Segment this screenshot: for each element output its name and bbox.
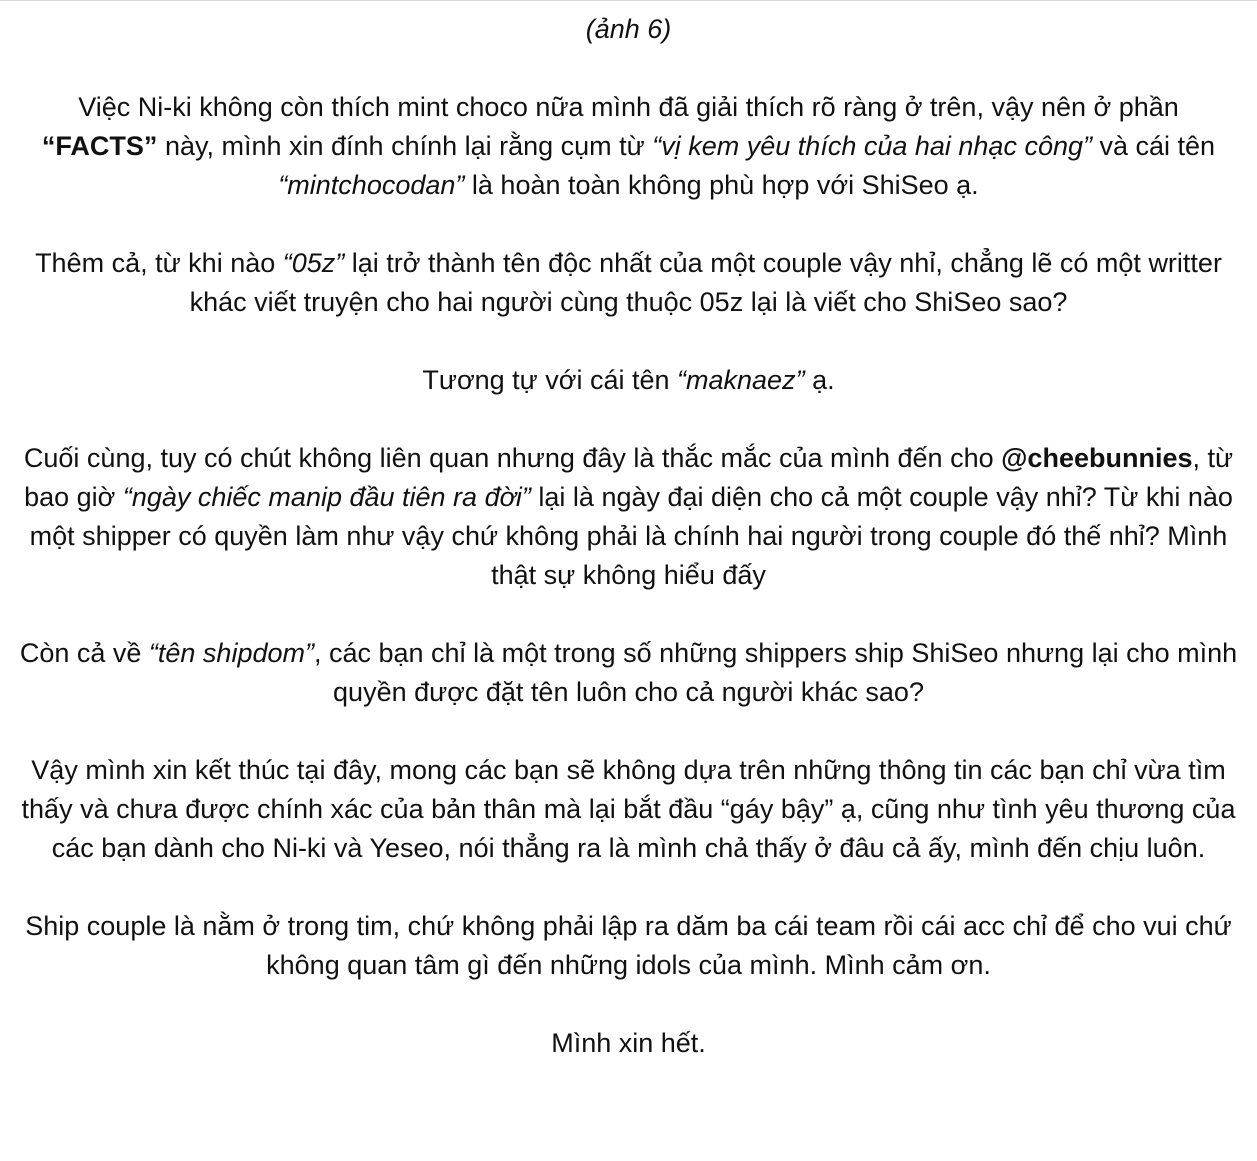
text-run: , các bạn chỉ là một trong số những shippers ship ShiSeo nhưng lại cho mình quyền được đặt tên luôn cho cả người khác sao?	[313, 638, 1238, 707]
text-run: là hoàn toàn không phù hợp với ShiSeo ạ.	[464, 170, 979, 200]
text-run: Thêm cả, từ khi nào	[35, 248, 283, 278]
text-run: Việc Ni-ki không còn thích mint choco nữa mình đã giải thích rõ ràng ở trên, vậy nên ở phần	[78, 92, 1179, 122]
paragraph-05z	[0, 244, 1257, 322]
text-run: lại trở thành tên độc nhất của một couple vậy nhỉ, chẳng lẽ có một writter khác viết truyện cho hai người cùng thuộc 05z lại là viết cho ShiSeo sao?	[189, 248, 1222, 317]
italic-quote: “maknaez”	[677, 365, 805, 395]
paragraph-closing	[0, 1024, 1257, 1063]
text-run: Tương tự với cái tên	[422, 365, 678, 395]
italic-quote: “ngày chiếc manip đầu tiên ra đời”	[122, 482, 531, 512]
bold-facts: “FACTS”	[41, 131, 158, 161]
paragraph-shipdom	[0, 634, 1257, 712]
text-run: , từ bao giờ	[24, 443, 1234, 512]
text-run: này, mình xin đính chính lại rằng cụm từ	[157, 131, 653, 161]
text-run: ạ.	[804, 365, 835, 395]
italic-quote: “05z”	[282, 248, 345, 278]
text-run: lại là ngày đại diện cho cả một couple vậy nhỉ? Từ khi nào một shipper có quyền làm như vậy chứ không phải là chính hai người trong couple đó thế nhỉ? Mình thật sự không hiểu đấy	[29, 482, 1233, 590]
text-run: Ship couple là nằm ở trong tim, chứ không phải lập ra dăm ba cái team rồi cái acc chỉ để cho vui chứ không quan tâm gì đến những idols của mình. Mình cảm ơn.	[25, 911, 1232, 980]
text-run: Còn cả về	[19, 638, 149, 668]
bold-mention: @cheebunnies	[1001, 443, 1193, 473]
top-border	[0, 0, 1257, 1]
paragraph-ship-couple	[0, 907, 1257, 985]
paragraph-facts-correction	[0, 88, 1257, 205]
italic-quote: “tên shipdom”	[148, 638, 314, 668]
paragraph-maknaez	[0, 361, 1257, 400]
paragraph-conclusion	[0, 751, 1257, 868]
paragraph-cheebunnies	[0, 439, 1257, 595]
text-run: Mình xin hết.	[551, 1028, 706, 1058]
document-body	[0, 10, 1257, 1102]
text-run: Cuối cùng, tuy có chút không liên quan nhưng đây là thắc mắc của mình đến cho	[23, 443, 1002, 473]
image-caption: (ảnh 6)	[585, 14, 672, 44]
italic-quote: “mintchocodan”	[278, 170, 465, 200]
italic-quote: “vị kem yêu thích của hai nhạc công”	[652, 131, 1092, 161]
text-run: và cái tên	[1092, 131, 1216, 161]
text-run: Vậy mình xin kết thúc tại đây, mong các bạn sẽ không dựa trên những thông tin các bạn chỉ vừa tìm thấy và chưa được chính xác của bản thân mà lại bắt đầu “gáy bậy” ạ, cũng như tình yêu thương của các bạn dành cho Ni-ki và Yeseo, nói thẳng ra là mình chả thấy ở đâu cả ấy, mình đến chịu luôn.	[21, 755, 1236, 863]
